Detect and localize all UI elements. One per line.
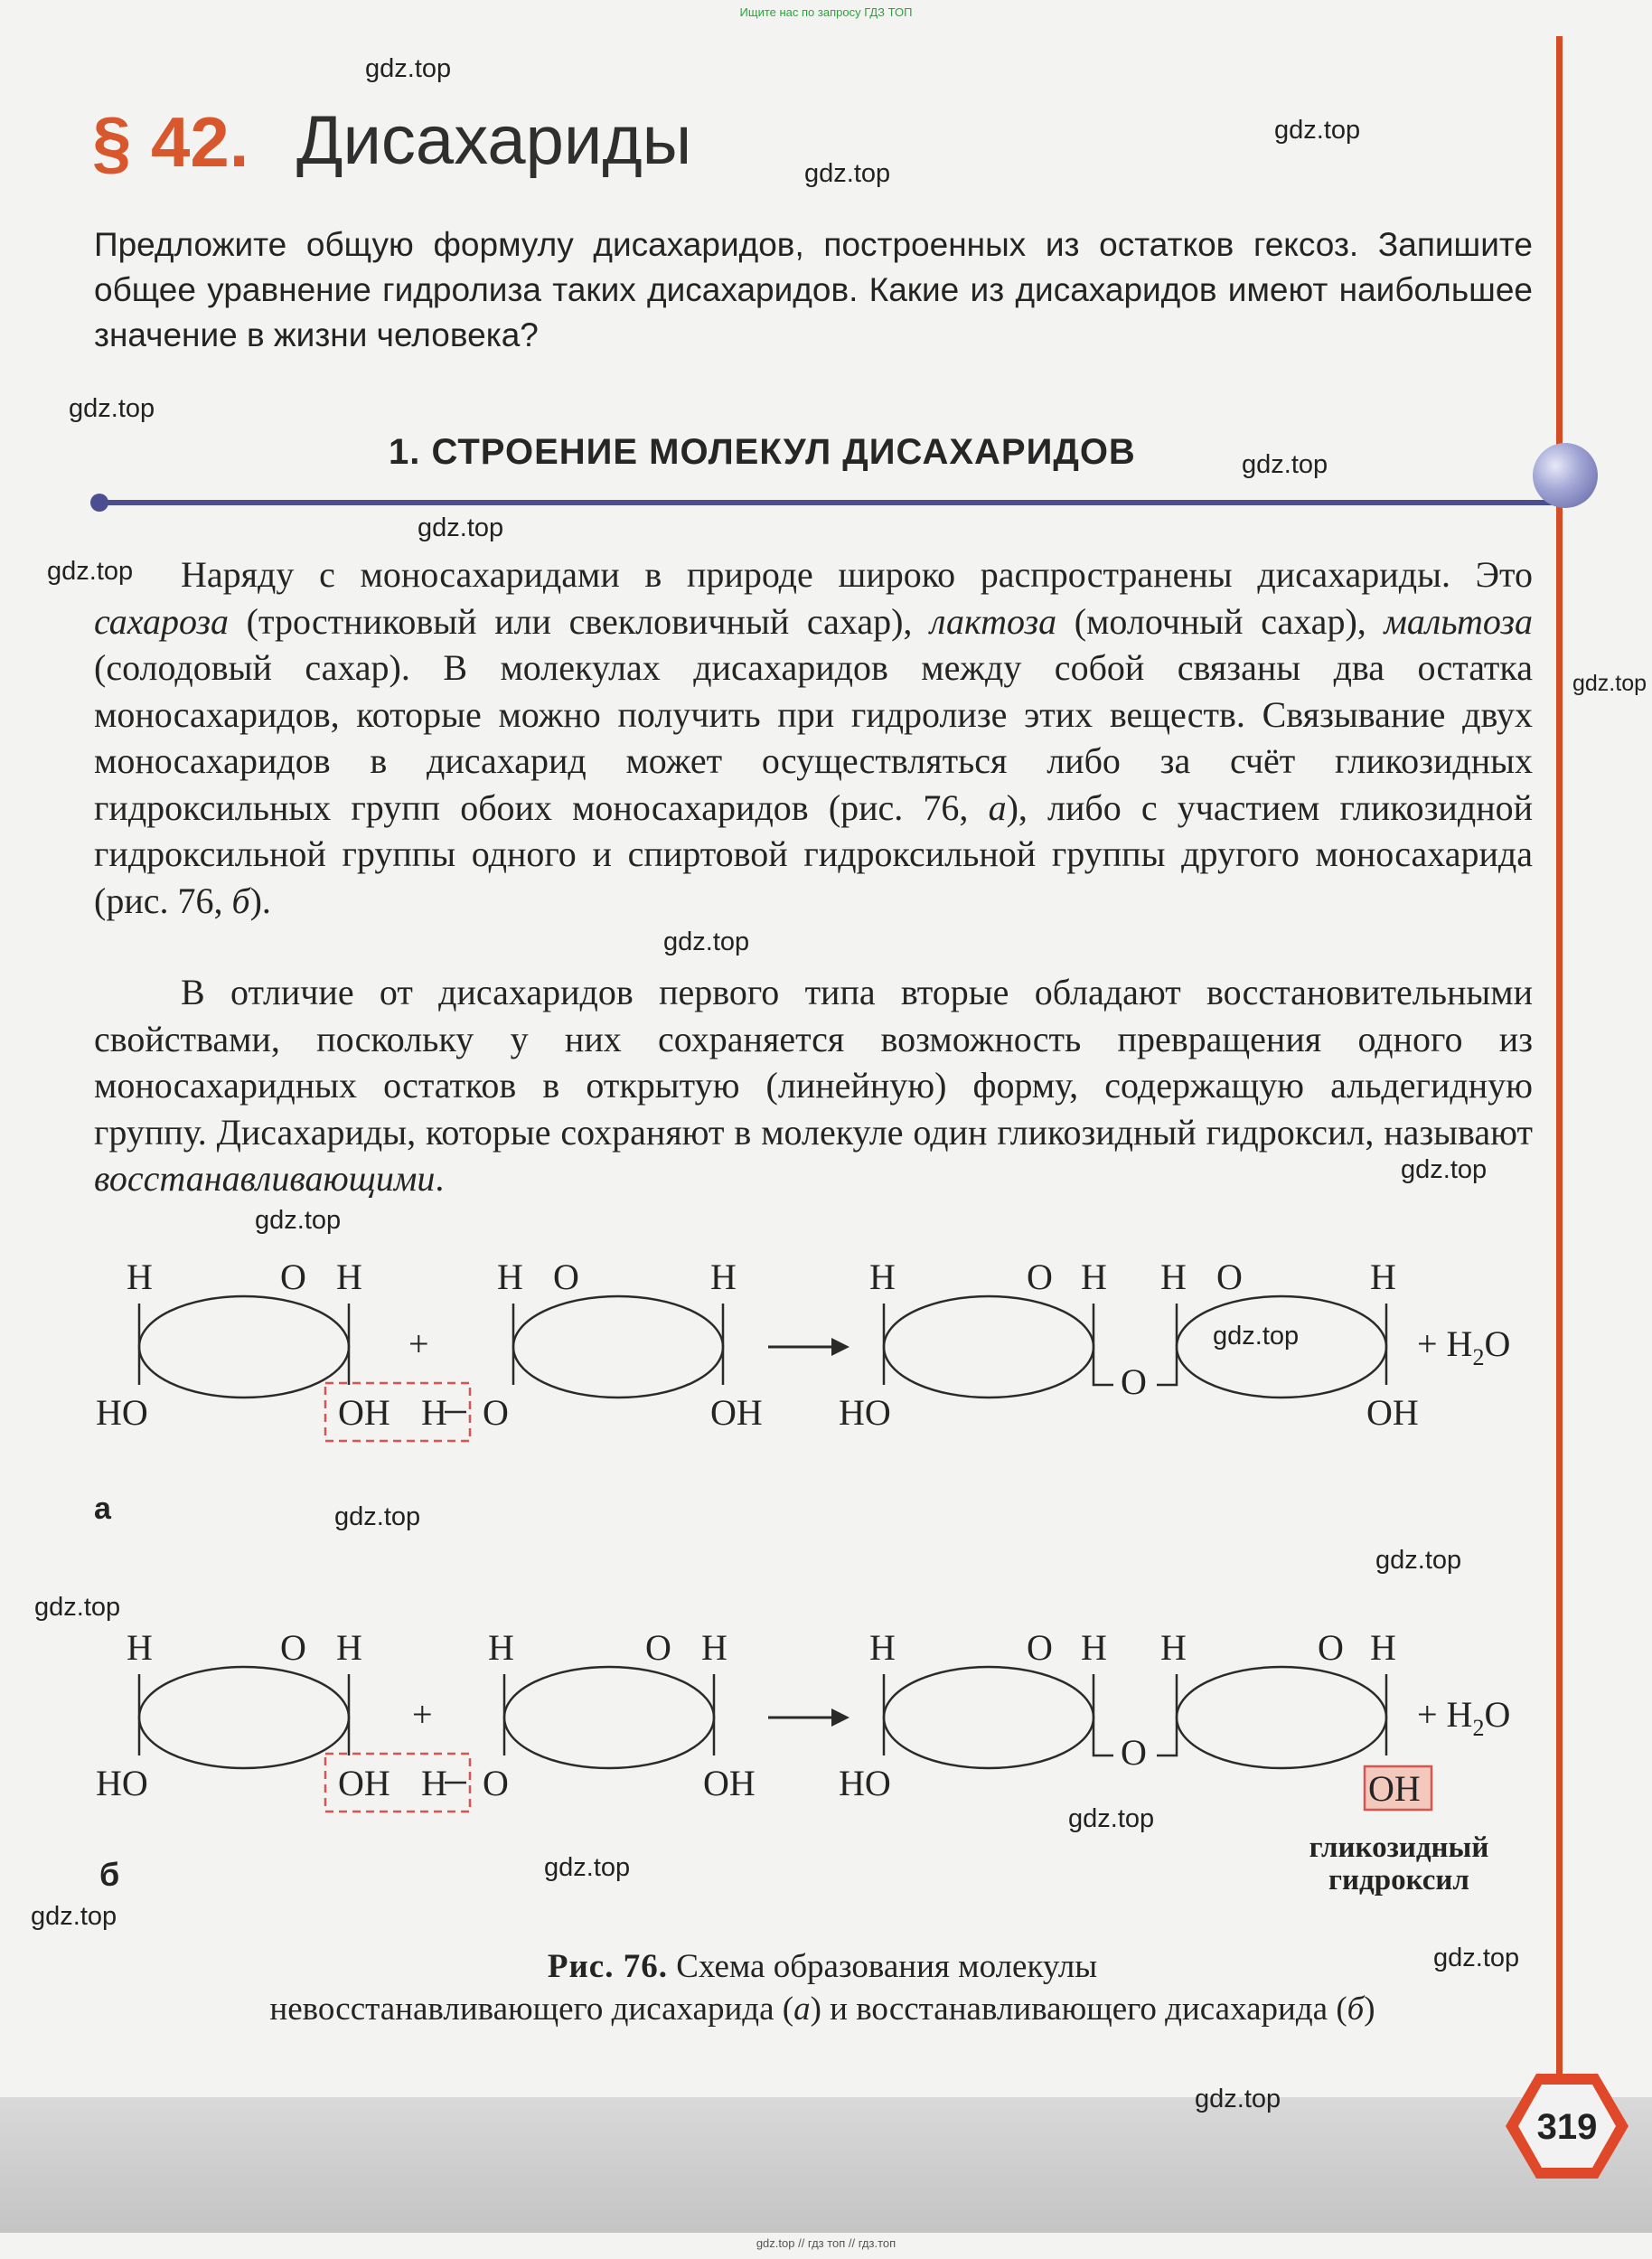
ring-3a <box>884 1296 1094 1398</box>
glycosidic-label-2: гидроксил <box>1328 1864 1469 1897</box>
atom-o: O <box>280 1627 306 1668</box>
watermark: gdz.top <box>1242 450 1328 479</box>
watermark: gdz.top <box>365 54 452 83</box>
atom-h: H <box>1160 1627 1187 1668</box>
p2-text-2: . <box>435 1158 445 1199</box>
atom-o: O <box>645 1627 671 1668</box>
watermark: gdz.top <box>69 394 155 423</box>
atom-h: H <box>127 1627 153 1668</box>
paragraph-1 <box>94 551 1533 924</box>
page-footer <box>0 2097 1652 2233</box>
watermark: gdz.top <box>1375 1546 1462 1575</box>
atom-oh: OH <box>1368 1768 1421 1809</box>
bridge-o: O <box>1121 1732 1147 1773</box>
watermark: gdz.top <box>1213 1322 1300 1351</box>
atom-oh: OH <box>338 1392 390 1433</box>
atom-h: H <box>421 1392 447 1433</box>
plus-sign: + <box>412 1694 433 1735</box>
term-reducing: восстанавливающими <box>94 1158 436 1199</box>
caption-text-1: Схема образования молекулы <box>667 1948 1098 1985</box>
atom-h: H <box>488 1627 514 1668</box>
atom-oh: OH <box>703 1763 756 1803</box>
atom-h: H <box>1081 1627 1107 1668</box>
atom-ho: HO <box>96 1763 148 1803</box>
atom-o: O <box>1027 1257 1053 1297</box>
p2-text-1: В отличие от дисахаридов первого типа вторые обладают восстановительными свойствами, поскольку у них сохраняется возможность превращения одного из моносахаридных остатков в открытую (линейную) форму, содержащую альдегидную группу. Дисахариды, которые сохраняют в молекуле один гликозидный гидроксил, называют <box>94 972 1533 1153</box>
figure-label-a: а <box>94 1492 111 1526</box>
atom-ho: HO <box>839 1763 891 1803</box>
scheme-a <box>0 1257 1652 1528</box>
p1-ref-b: б <box>231 880 250 921</box>
ring-4b <box>1177 1667 1386 1768</box>
page-title: Дисахариды <box>296 102 692 179</box>
caption-text-2: невосстанавливающего дисахарида ( <box>269 1991 794 2028</box>
caption-text-4: ) <box>1364 1991 1375 2028</box>
caption-prefix: Рис. 76. <box>547 1948 668 1985</box>
atom-h: H <box>710 1257 737 1297</box>
ring-1a <box>139 1296 349 1398</box>
watermark: gdz.top <box>804 159 891 188</box>
ring-2b <box>504 1667 714 1768</box>
figure-label-b: б <box>99 1856 120 1893</box>
atom-oh: OH <box>710 1392 763 1433</box>
ring-1b <box>139 1667 349 1768</box>
atom-ho: HO <box>96 1392 148 1433</box>
watermark: gdz.top <box>34 1593 121 1622</box>
atom-h: H <box>336 1627 362 1668</box>
section-title: 1. СТРОЕНИЕ МОЛЕКУЛ ДИСАХАРИДОВ <box>389 432 1136 472</box>
atom-o: O <box>483 1392 509 1433</box>
atom-h: H <box>869 1257 896 1297</box>
scheme-b <box>0 1627 1652 1898</box>
atom-o: O <box>553 1257 579 1297</box>
paragraph-number: § 42. <box>92 102 249 182</box>
atom-ho: HO <box>839 1392 891 1433</box>
p1-text-4: (солодовый сахар). В молекулах дисахаридов между собой связаны два остатка моносахаридов, которые можно получить при гидролизе этих веществ. Связывание двух моносахаридов в дисахарид может осуществляться либо за счёт гликозидных гидроксильных групп обоих моносахаридов (рис. 76, <box>94 647 1533 828</box>
watermark: gdz.top <box>1433 1944 1520 1972</box>
plus-sign: + <box>408 1323 429 1364</box>
atom-h: H <box>336 1257 362 1297</box>
atom-h: H <box>869 1627 896 1668</box>
atom-o: O <box>483 1763 509 1803</box>
atom-h: H <box>421 1763 447 1803</box>
bridge-o: O <box>1121 1361 1147 1402</box>
bottom-note: gdz.top // гдз топ // гдз.топ <box>756 2236 896 2250</box>
atom-h: H <box>701 1627 727 1668</box>
atom-h: H <box>1160 1257 1187 1297</box>
p1-ref-a: а <box>988 786 1007 828</box>
atom-h: H <box>1081 1257 1107 1297</box>
ring-3b <box>884 1667 1094 1768</box>
watermark: gdz.top <box>663 927 750 956</box>
section-rule <box>98 500 1563 505</box>
caption-text-3: ) и восстанавливающего дисахарида ( <box>810 1991 1347 2028</box>
water-product: + $H_2O$ <box>1417 1323 1511 1370</box>
atom-o: O <box>1027 1627 1053 1668</box>
p1-text-2: (тростниковый или свекловичный сахар), <box>229 600 931 642</box>
p1-text-5: ), либо с участием гликозидной гидроксильной группы одного и спиртовой гидроксильной группы другого моносахарида (рис. 76, <box>94 786 1534 921</box>
atom-o: O <box>1216 1257 1243 1297</box>
figure-caption <box>163 1945 1482 2030</box>
watermark: gdz.top <box>1068 1804 1155 1833</box>
watermark: gdz.top <box>47 557 134 586</box>
ring-2a <box>513 1296 723 1398</box>
watermark: gdz.top <box>418 513 504 542</box>
section-ball-icon <box>1533 443 1598 508</box>
page-number-badge <box>1504 2072 1630 2180</box>
term-maltose: мальтоза <box>1384 600 1533 642</box>
page-number: 319 <box>1536 2107 1598 2147</box>
p1-text-3: (молочный сахар), <box>1056 600 1384 642</box>
atom-o: O <box>1318 1627 1344 1668</box>
atom-h: H <box>1370 1257 1396 1297</box>
watermark: gdz.top <box>1572 671 1647 696</box>
watermark: gdz.top <box>1195 2085 1281 2113</box>
term-lactose: лактоза <box>930 600 1057 642</box>
atom-h: H <box>127 1257 153 1297</box>
atom-h: H <box>497 1257 523 1297</box>
caption-ref-a: а <box>793 1991 811 2028</box>
atom-h: H <box>1370 1627 1396 1668</box>
water-product: + $H_2O$ <box>1417 1694 1511 1741</box>
watermark: gdz.top <box>334 1502 421 1531</box>
paragraph-2 <box>94 969 1533 1202</box>
glycosidic-label-1: гликозидный <box>1309 1831 1489 1864</box>
p1-text-1: Наряду с моносахаридами в природе широко распространены дисахариды. Это <box>181 554 1533 595</box>
task-text: Предложите общую формулу дисахаридов, построенных из остатков гексоз. Запишите общее уравнение гидролиза таких дисахаридов. Какие из дисахаридов имеют наибольшее значение в жизни человека? <box>94 226 1533 353</box>
watermark: gdz.top <box>31 1902 117 1931</box>
p1-text-6: ). <box>249 880 271 921</box>
watermark: gdz.top <box>1401 1155 1488 1184</box>
atom-o: O <box>280 1257 306 1297</box>
term-sucrose: сахароза <box>94 600 230 642</box>
atom-oh: OH <box>1366 1392 1419 1433</box>
atom-oh: OH <box>338 1763 390 1803</box>
watermark: gdz.top <box>544 1853 631 1882</box>
top-note: Ищите нас по запросу ГДЗ ТОП <box>739 5 913 19</box>
caption-ref-b: б <box>1347 1991 1365 2028</box>
watermark: gdz.top <box>255 1206 342 1235</box>
watermark: gdz.top <box>1274 116 1361 145</box>
